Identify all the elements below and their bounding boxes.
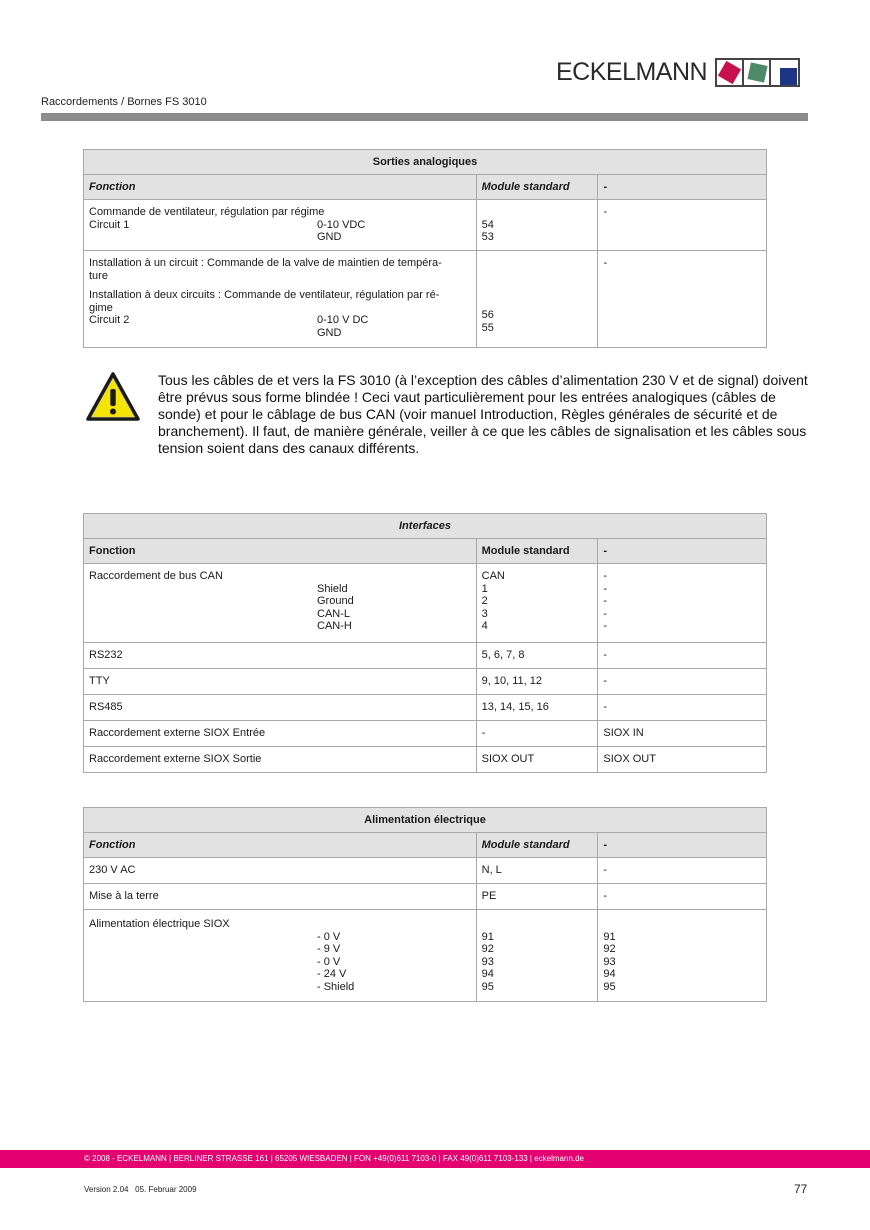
module-value: 9, 10, 11, 12 bbox=[476, 669, 598, 695]
table-power-supply bbox=[83, 807, 767, 1002]
function-text: Raccordement de bus CAN bbox=[89, 570, 223, 582]
extra-value: - bbox=[603, 582, 608, 595]
table-row bbox=[84, 200, 767, 251]
function-text: Raccordement externe SIOX Entrée bbox=[84, 721, 477, 747]
module-value: 92 bbox=[481, 943, 494, 955]
module-value: CAN bbox=[481, 570, 505, 582]
column-header-fonction: Fonction bbox=[84, 539, 477, 564]
extra-value: 92 bbox=[603, 943, 616, 955]
warning-notice bbox=[86, 372, 810, 457]
extra-value: 93 bbox=[603, 955, 616, 968]
table-title: Interfaces bbox=[84, 514, 767, 539]
signal-label: - 0 V bbox=[317, 955, 341, 968]
table-row bbox=[84, 643, 767, 669]
breadcrumb: Raccordements / Bornes FS 3010 bbox=[41, 96, 207, 108]
function-text: Mise à la terre bbox=[84, 884, 477, 910]
signal-label: - 9 V bbox=[317, 943, 341, 955]
column-header-module: Module standard bbox=[476, 175, 598, 200]
extra-value: - bbox=[598, 858, 767, 884]
blue-square-icon bbox=[780, 68, 797, 85]
signal-label: GND bbox=[317, 326, 342, 339]
module-value: 3 bbox=[481, 607, 488, 620]
module-value: N, L bbox=[476, 858, 598, 884]
signal-label: GND bbox=[317, 231, 342, 243]
extra-value: - bbox=[603, 595, 608, 607]
page-number: 77 bbox=[794, 1182, 808, 1196]
module-value: 55 bbox=[481, 321, 494, 334]
extra-value: SIOX OUT bbox=[598, 747, 767, 773]
column-header-extra: - bbox=[598, 539, 767, 564]
green-square-icon bbox=[748, 62, 768, 82]
extra-value: - bbox=[598, 669, 767, 695]
function-text: Raccordement externe SIOX Sortie bbox=[84, 747, 477, 773]
table-interfaces bbox=[83, 513, 767, 773]
extra-value: - bbox=[603, 620, 608, 632]
table-analog-outputs bbox=[83, 149, 767, 348]
footer-contact-band bbox=[0, 1150, 870, 1168]
logo-mark-icon bbox=[715, 58, 800, 87]
column-header-extra: - bbox=[598, 175, 767, 200]
function-text: 230 V AC bbox=[84, 858, 477, 884]
table-row bbox=[84, 695, 767, 721]
warning-text: Tous les câbles de et vers la FS 3010 (à l’exception des câbles d’alimentation 230 V et de signal) doivent être prévus sous forme blindée ! Ceci vaut particulièrement pour les entrées analogiques (câbles de sonde) et pour le câblage de bus CAN (voir manuel Introduction, Règles générales de sécurité et de branchement). Il faut, de manière générale, veiller à ce que les câbles de signalisation et les câbles sous tension soient dans des canaux différents. bbox=[158, 372, 808, 456]
table-row bbox=[84, 669, 767, 695]
column-header-fonction: Fonction bbox=[84, 175, 477, 200]
extra-value: 94 bbox=[603, 968, 616, 980]
logo-wordmark: ECKELMANN bbox=[556, 58, 708, 86]
table-row bbox=[84, 747, 767, 773]
module-value: 1 bbox=[481, 582, 488, 595]
table-title: Alimentation électrique bbox=[84, 808, 767, 833]
table-row bbox=[84, 884, 767, 910]
module-value: 53 bbox=[481, 231, 494, 243]
column-header-extra: - bbox=[598, 833, 767, 858]
signal-label: CAN-H bbox=[317, 620, 352, 632]
module-value: 91 bbox=[481, 930, 494, 943]
signal-label: - 24 V bbox=[317, 968, 347, 980]
extra-value: 91 bbox=[603, 930, 616, 943]
module-value: 2 bbox=[481, 595, 488, 607]
circuit-label: Circuit 1 bbox=[89, 218, 130, 231]
red-square-icon bbox=[718, 60, 741, 83]
eckelmann-logo bbox=[556, 56, 800, 88]
table-title: Sorties analogiques bbox=[84, 150, 767, 175]
function-text: RS232 bbox=[84, 643, 477, 669]
circuit-label: Circuit 2 bbox=[89, 314, 130, 326]
module-value: 95 bbox=[481, 980, 494, 993]
table-row-can bbox=[84, 564, 767, 643]
module-value: 93 bbox=[481, 955, 494, 968]
warning-triangle-icon bbox=[86, 372, 140, 422]
extra-value: - bbox=[603, 607, 608, 620]
function-text: Commande de ventilateur, régulation par régime bbox=[89, 206, 325, 218]
version-info: Version 2.04 05. Februar 2009 bbox=[84, 1185, 197, 1194]
footer-contact-text: © 2008 - ECKELMANN | BERLINER STRASSE 161 | 65205 WIESBADEN | FON +49(0)611 7103-0 | FAX 49(0)611 7103-133 | eckelmann.de bbox=[84, 1154, 585, 1163]
module-value: SIOX OUT bbox=[476, 747, 598, 773]
table-row-siox-power bbox=[84, 910, 767, 1002]
module-value: 13, 14, 15, 16 bbox=[476, 695, 598, 721]
extra-value: SIOX IN bbox=[598, 721, 767, 747]
signal-label: Shield bbox=[317, 582, 348, 595]
module-value: 5, 6, 7, 8 bbox=[476, 643, 598, 669]
table-row bbox=[84, 251, 767, 348]
function-text: Installation à un circuit : Commande de la valve de maintien de tempéra- bbox=[89, 257, 442, 269]
module-value: 94 bbox=[481, 968, 494, 980]
module-value: - bbox=[476, 721, 598, 747]
table-row bbox=[84, 721, 767, 747]
column-header-module: Module standard bbox=[476, 833, 598, 858]
signal-label: 0-10 V DC bbox=[317, 314, 369, 326]
module-value: PE bbox=[476, 884, 598, 910]
function-text: Alimentation électrique SIOX bbox=[89, 918, 230, 930]
signal-label: - 0 V bbox=[317, 930, 341, 943]
signal-label: - Shield bbox=[317, 980, 355, 993]
table-row bbox=[84, 858, 767, 884]
signal-label: Ground bbox=[317, 595, 354, 607]
function-text: TTY bbox=[84, 669, 477, 695]
extra-value: - bbox=[603, 206, 608, 218]
extra-value: - bbox=[598, 884, 767, 910]
extra-value: 95 bbox=[603, 980, 616, 993]
module-value: 56 bbox=[481, 309, 494, 321]
module-value: 4 bbox=[481, 620, 488, 632]
column-header-module: Module standard bbox=[476, 539, 598, 564]
signal-label: CAN-L bbox=[317, 607, 351, 620]
function-text: gime bbox=[89, 301, 113, 314]
function-text: RS485 bbox=[84, 695, 477, 721]
signal-label: 0-10 VDC bbox=[317, 218, 366, 231]
extra-value: - bbox=[603, 257, 608, 269]
column-header-fonction: Fonction bbox=[84, 833, 477, 858]
module-value: 54 bbox=[481, 218, 494, 231]
function-text: Installation à deux circuits : Commande de ventilateur, régulation par ré- bbox=[89, 289, 440, 301]
header-divider-bar bbox=[41, 113, 808, 121]
extra-value: - bbox=[603, 570, 608, 582]
extra-value: - bbox=[598, 695, 767, 721]
function-text: ture bbox=[89, 269, 108, 282]
extra-value: - bbox=[598, 643, 767, 669]
